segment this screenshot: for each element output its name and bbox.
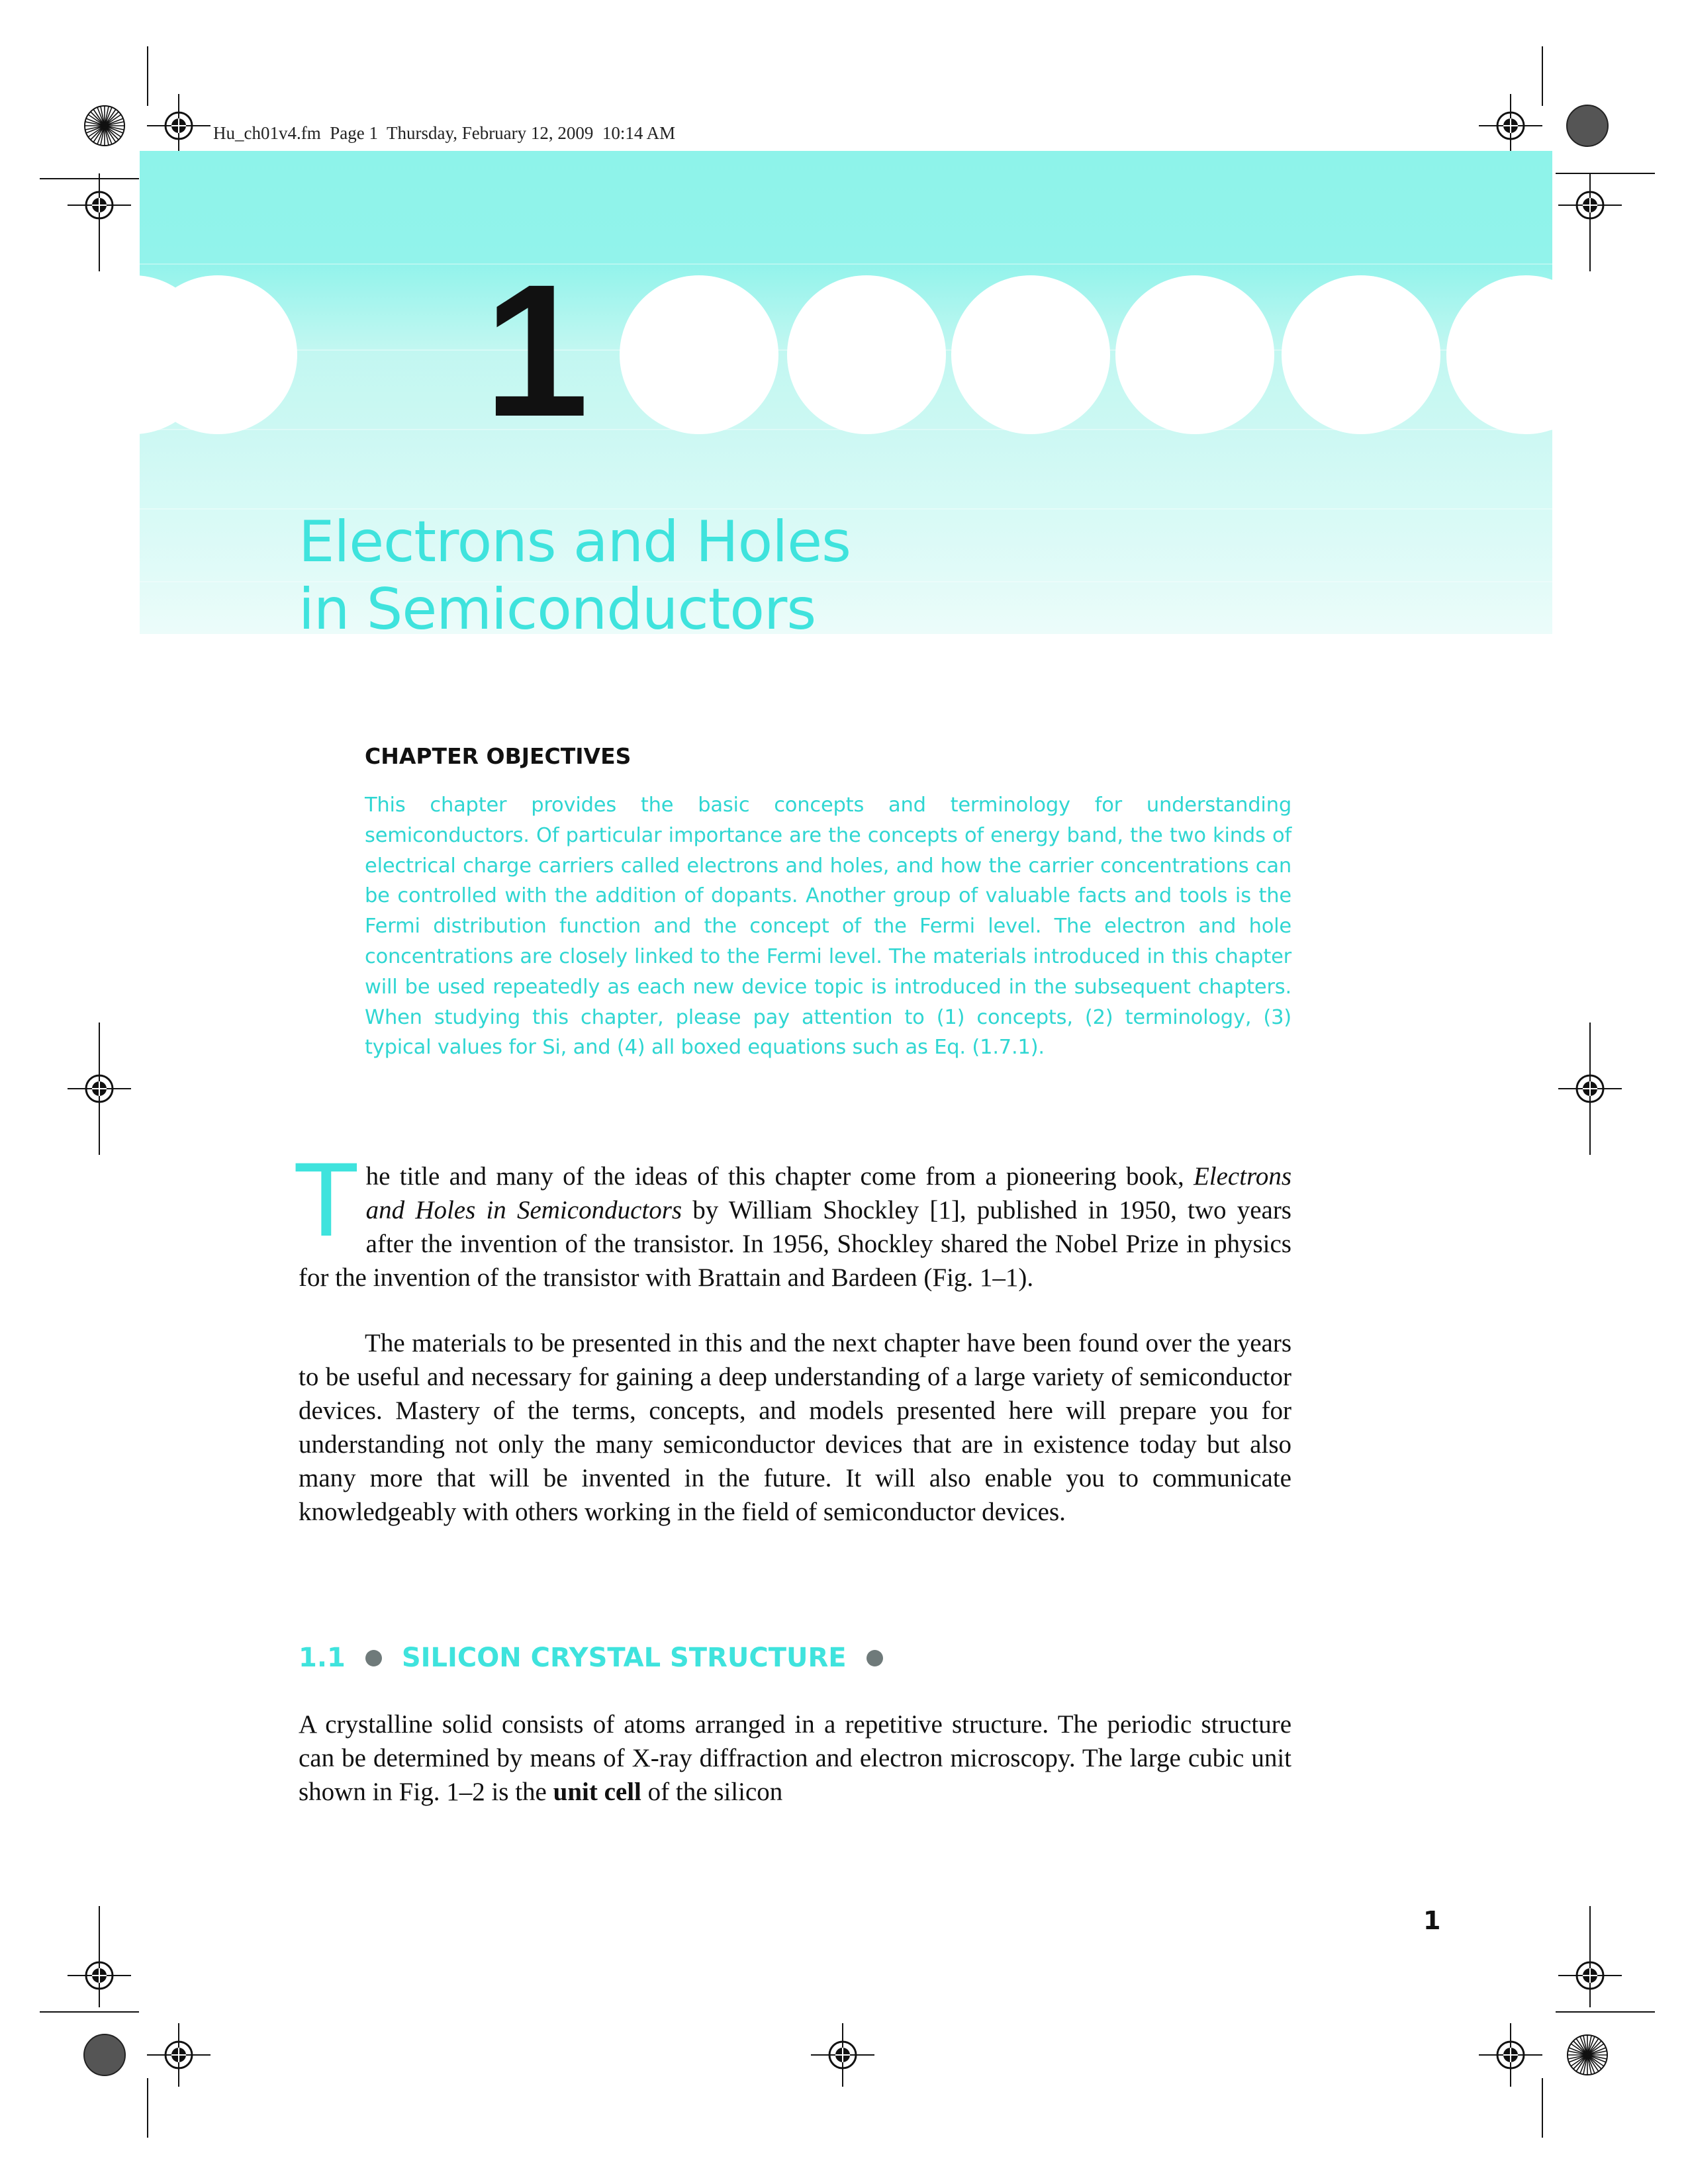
objectives-text: This chapter provides the basic concepts and terminology for understanding semiconductors. Of particular importance are the concepts of energy band, the two kinds of electrical charge carriers called electrons and holes, and how the carrier concentrations can be controlled with the addition of dopants. Another group of valuable facts and tools is the Fermi distribution function and the concept of the Fermi level. The electron and hole concentrations are closely linked to the Fermi level. The materials introduced in this chapter will be used repeatedly as each new device topic is introduced in the subsequent chapters. When studying this chapter, please pay attention to (1) concepts, (2) terminology, (3) typical values for Si, and (4) all boxed equations such as Eq. (1.7.1).	[365, 794, 1291, 1060]
section-number: 1.1	[299, 1643, 346, 1673]
intro-text-a: he title and many of the ideas of this chapter come from a pioneering book,	[365, 1162, 1194, 1191]
intro-paragraph	[296, 1144, 1291, 1295]
section-heading	[299, 1643, 903, 1673]
section-title: SILICON CRYSTAL STRUCTURE	[401, 1643, 847, 1673]
chapter-title-line2: in Semiconductors	[299, 576, 816, 634]
banner-circle	[140, 275, 297, 434]
chapter-title	[299, 508, 851, 634]
bullet-icon	[867, 1650, 883, 1666]
para3-text-a: A crystalline solid consists of atoms arranged in a repetitive structure. The periodic structure can be determined by means of X-ray diffraction and electron microscopy. The large cubic unit shown in Fig. 1–2 is the	[299, 1710, 1291, 1806]
para3-text-b: of the silicon	[641, 1778, 783, 1806]
chapter-title-line1: Electrons and Holes	[299, 509, 851, 575]
banner-circle	[1282, 275, 1440, 434]
banner-circle	[1446, 275, 1552, 434]
chapter-number: 1	[484, 246, 586, 456]
banner-circle	[951, 275, 1110, 434]
banner-circle	[1115, 275, 1274, 434]
print-header: Hu_ch01v4.fm Page 1 Thursday, February 12, 2009 10:14 AM	[213, 123, 676, 143]
page-number: 1	[1423, 1906, 1441, 1935]
objectives-heading: CHAPTER OBJECTIVES	[365, 743, 632, 769]
body-paragraph-3	[299, 1707, 1291, 1809]
drop-cap: T	[296, 1144, 357, 1259]
book-title: Electrons and Holes in Semiconductors	[365, 1162, 1291, 1224]
chapter-banner	[140, 151, 1552, 634]
bullet-icon	[365, 1650, 382, 1666]
unit-cell-term: unit cell	[553, 1778, 641, 1806]
body-paragraph-2: The materials to be presented in this and the next chapter have been found over the years to be useful and necessary for gaining a deep understanding of a large variety of semiconductor devices. Mastery of the terms, concepts, and models presented here will prepare you for understanding not only the many semiconductor devices that are in existence today but also many more that will be invented in the future. It will also enable you to communicate knowledgeably with others working in the field of semiconductor devices.	[299, 1329, 1291, 1526]
intro-text-b: by William Shockley [1], published in 1950, two years after the invention of the transistor. In 1956, Shockley shared the Nobel Prize in physics for the invention of the transistor with Brattain and Bardeen (Fig. 1–1).	[299, 1196, 1291, 1292]
banner-circle	[620, 275, 778, 434]
banner-circle	[787, 275, 946, 434]
